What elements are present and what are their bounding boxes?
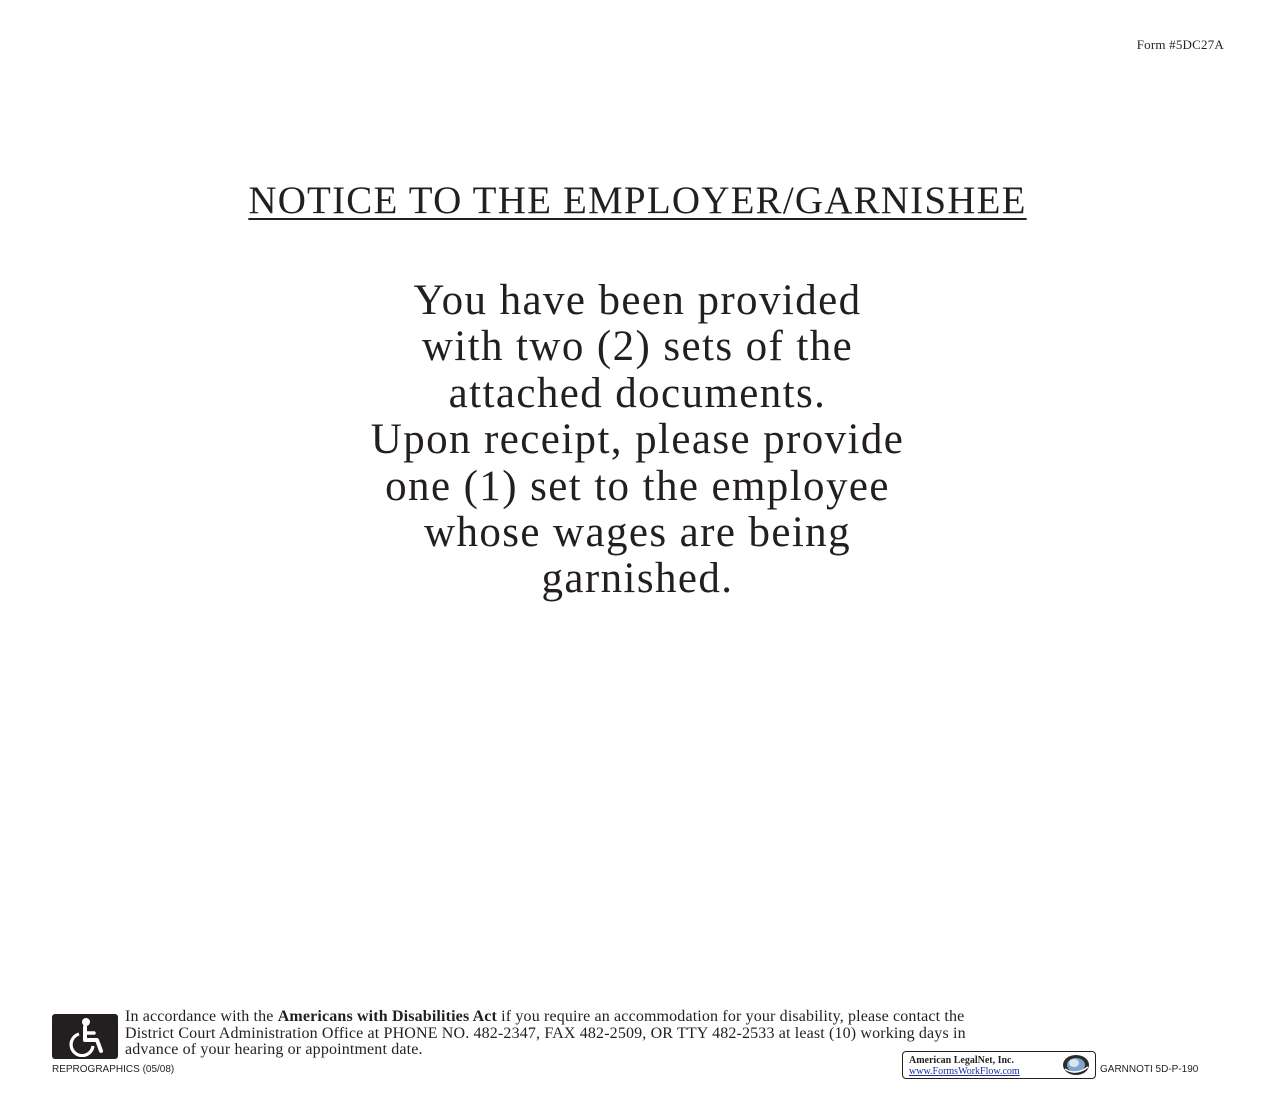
- vendor-badge[interactable]: [902, 1051, 1096, 1079]
- notice-title-text: NOTICE TO THE EMPLOYER/GARNISHEE: [248, 179, 1027, 222]
- notice-body-line: attached documents.: [448, 369, 827, 417]
- notice-title: [0, 178, 1275, 223]
- form-number: Form #5DC27A: [1136, 37, 1224, 52]
- vendor-name: American LegalNet, Inc.: [909, 1055, 1014, 1066]
- ada-notice-line: [125, 1009, 1225, 1026]
- notice-body-line: one (1) set to the employee: [385, 462, 890, 510]
- ada-prefix: In accordance with the: [125, 1008, 278, 1025]
- notice-body-line: with two (2) sets of the: [421, 323, 854, 371]
- form-code: GARNNOTI 5D-P-190: [1100, 1064, 1199, 1075]
- ada-notice-line: District Court Administration Office at PHONE NO. 482-2347, FAX 482-2509, OR TTY 482-2533 at least (10) working days in: [125, 1024, 966, 1042]
- notice-body-line: garnished.: [541, 555, 734, 603]
- ada-notice-line: advance of your hearing or appointment date.: [125, 1041, 423, 1059]
- ada-suffix: if you require an accommodation for your disability, please contact the: [497, 1008, 965, 1025]
- vendor-url-link[interactable]: www.FormsWorkFlow.com: [909, 1066, 1020, 1077]
- reprographics-label: REPROGRAPHICS (05/08): [52, 1064, 175, 1075]
- notice-body-line: Upon receipt, please provide: [370, 416, 905, 464]
- wheelchair-accessibility-icon: [52, 1014, 118, 1059]
- notice-body-line: You have been provided: [413, 277, 862, 324]
- notice-body-line: whose wages are being: [423, 509, 851, 557]
- american-legalnet-logo: [1061, 1054, 1091, 1076]
- ada-act-name: Americans with Disabilities Act: [277, 1008, 498, 1025]
- notice-body: [0, 278, 1275, 603]
